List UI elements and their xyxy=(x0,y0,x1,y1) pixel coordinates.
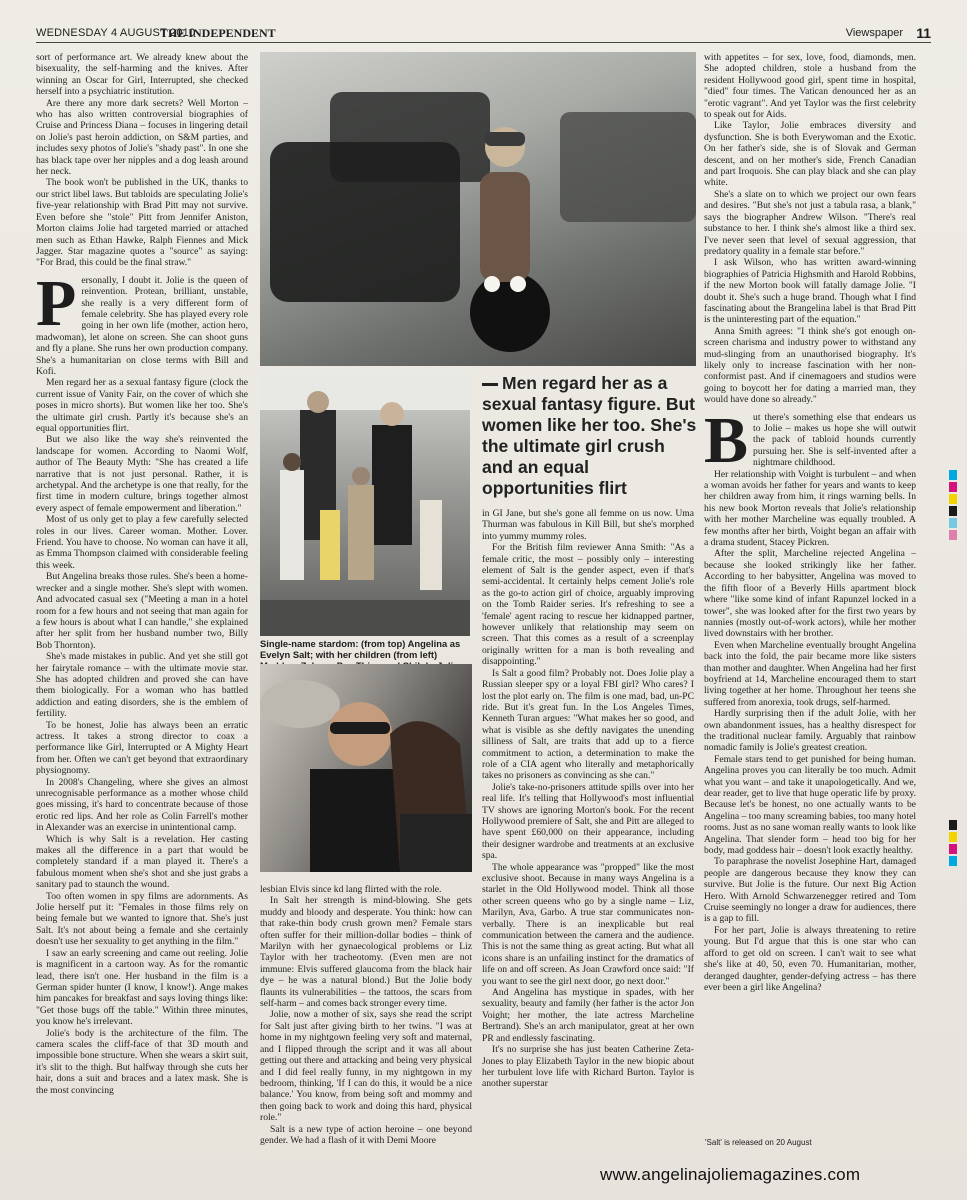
pull-quote xyxy=(482,373,698,499)
paragraph: For the British film reviewer Anna Smith: "As a female critic, the most – possibly only – interesting element of Salt is the gender aspect, even if that's semi-accidental. It certainly helps cement Jolie's role as the go-to action girl of choice, arguably improving on the Tomb Raider series. It's refreshing to see a 'female' agent racing to rescue her kidnapped partner, however unlikely that relationship may seem on screen. That this comes as a result of a screenplay originally written for a man is both revealing and disappointing." xyxy=(482,542,694,668)
magenta-tint-swatch xyxy=(949,530,957,540)
paragraph: Jolie's take-no-prisoners attitude spills over into her real life. It's telling that Hollywood's most influential TV shows are ignoring Morton's book. For the recent Hollywood premiere of Salt, she and Pitt are alleged to have spent £60,000 on their appearance, including their designer wardrobe and treatments at an exclusive spa. xyxy=(482,781,694,862)
paragraph: Female stars tend to get punished for being human. Angelina proves you can literally be too much. Admit what you want – and take it unapologetically. And we, dear reader, get to live that huge operatic life by proxy. Because let's be honest, no one actually wants to be Angelina – too many screaming babies, too many hotel rooms. Just as no sane woman really wants to look like Angelina. That slender form – head too big for her body, mad goddess hair – doesn't look exactly healthy. xyxy=(704,753,916,857)
paragraph: To paraphrase the novelist Josephine Hart, damaged people are dangerous because they know they can survive. But Jolie is the future. Our next Big Action Hero. With Arnold Schwarzenegger retired and Tom Cruise seemingly no longer a draw for audiences, there is a gap to fill. xyxy=(704,856,916,925)
paragraph: Hardly surprising then if the adult Jolie, with her own abandonment issues, has a healthy disrespect for the traditional nuclear family. Arguably that rainbow nomadic family is Jolie's greatest creation. xyxy=(704,708,916,754)
article-column-4 xyxy=(704,52,916,1137)
caption-text: Single-name stardom: (from top) Angelina as Evelyn Salt; with her children (from left) xyxy=(260,638,461,660)
paragraph: She's a slate on to which we project our own fears and desires. "But she's not just a tabula rasa, a blank," says the biographer Andrew Wilson. "There's real substance to her. I think she's almost like a third sex. I've never seen that level of sexual aggression, that predatory quality in a female star before." xyxy=(704,188,916,257)
release-note: 'Salt' is released on 20 August xyxy=(705,1138,812,1147)
paragraph-text: ersonally, I doubt it. Jolie is the queen of reinvention. Protean, brilliant, unstable, she really is a very different form of female celebrity. She has played every role going in her own life (mother, action hero, madwoman), let alone on screen. She can shoot guns and fly a plane. She runs her own production company. She's a humanitarian on close terms with Bill and Kofi. xyxy=(36,274,248,377)
article-column-1 xyxy=(36,52,248,1132)
dropcap: B xyxy=(704,403,749,477)
header-date: WEDNESDAY 4 AUGUST 2010 xyxy=(36,27,196,39)
black-swatch xyxy=(949,506,957,516)
paragraph: Too often women in spy films are adornments. As Jolie herself put it: "Females in those films rely on being female but we wanted to ignore that. She's just Salt. It's not about being a female and she certainly doesn't use her sexuality to get anything in the film." xyxy=(36,890,248,948)
paragraph: Jolie's body is the architecture of the film. The camera scales the cliff-face of that 3D mouth and impossible bone structure. When she wears a skirt suit, it's slit to the thigh. But halfway through she cuts her hair, dons a suit and braces and a latex mask. She is the most convincing xyxy=(36,1027,248,1096)
photo-motorcycle-illustration xyxy=(260,52,696,366)
paragraph: Jolie, now a mother of six, says she read the script for Salt just after giving birth to her twins. "I was at home in my nightgown feeling very soft and maternal, and I flipped through the script and it was all about getting out there and attacking and being very physical and I did feel really funny, in my nightgown in my bedroom, thinking, 'If I can do this, it would be a nice balance.' You know, from being soft and mommy and then going back to work and doing this hard, physical role." xyxy=(260,1009,472,1124)
header-rule xyxy=(36,42,931,43)
paragraph: In 2008's Changeling, where she gives an almost unrecognisable performance as a mother whose child goes missing, it's hard to concentrate because of those erotic red lips. And her role as Colin Farrell's mother in Alexander was an exercise in unintentional camp. xyxy=(36,776,248,834)
paragraph: Anna Smith agrees: "I think she's got enough on-screen charisma and industry power to withstand any mud-slinging from an unauthorised biography. It's likely only to increase fascination with her non-conformist past. And if cinemagoers and studios were going to boycott her for dating a married man, they would have done so already." xyxy=(704,325,916,406)
yellow-swatch xyxy=(949,832,957,842)
paragraph: in GI Jane, but she's gone all femme on us now. Uma Thurman was fabulous in Kill Bill, but she's morphed into yummy mummy roles. xyxy=(482,508,694,542)
paragraph-text: ut there's something else that endears us to Jolie – makes us hope she will outwit the pack of tabloid hounds currently pursuing her. She is self-invented after a nightmare childhood. xyxy=(753,411,916,469)
paragraph: After the split, Marcheline rejected Angelina – because she looked strikingly like her father. According to her babysitter, Angelina was moved to the fifth floor of a Beverly Hills apartment block where "like some kind of infant Rapunzel locked in a tower", she was looked after for the first two years by nannies (mostly out-of-work actors), while her mother lived downstairs with her brother. xyxy=(704,548,916,640)
dropcap-paragraph xyxy=(36,266,248,378)
paragraph: The book won't be published in the UK, thanks to our strict libel laws. But tabloids are speculating Jolie's five-year relationship with Brad Pitt may not survive. Even before she "stole" Pitt from Jennifer Aniston, Morton claims Jolie had targeted married or attached men such as Ethan Hawke, Ralph Fiennes and Mick Jagger. Star magazine quotes a "source" as saying: "For Brad, this could be the final straw." xyxy=(36,177,248,269)
yellow-swatch xyxy=(949,494,957,504)
pull-quote-dash xyxy=(482,383,498,386)
color-registration-bar xyxy=(949,820,957,868)
paragraph: lesbian Elvis since kd lang flirted with the role. xyxy=(260,884,442,895)
paragraph: For her part, Jolie is always threatening to retire young. But I'd argue that this is one star who can afford to get old on screen. I can't wait to see what she's like at 40, 50, even 70. Humanitarian, mother, deranged daughter, gender-defying actress – has there ever been a girl like Angelina? xyxy=(704,924,916,993)
cyan-tint-swatch xyxy=(949,518,957,528)
paragraph: Are there any more dark secrets? Well Morton – who has also written controversial biographies of Cruise and Princess Diana – focuses in lingering detail on Jolie's past heroin addiction, on S&M parties, and includes sexy photos of Jolie's "shady past". In one she has black tape over her nipples and a dog leash around her neck. xyxy=(36,97,248,178)
paragraph: And Angelina has mystique in spades, with her sexuality, beauty and family (her father is the actor Jon Voight; her mother, the late actress Marcheline Bertrand). She's an arch manipulator, great at her own PR and endlessly fascinating. xyxy=(482,987,694,1044)
paragraph: But we also like the way she's reinvented the landscape for women. According to Naomi Wolf, author of The Beauty Myth: "She has created a life narrative that is not just personal. Rather, it is archetypal. And the archetype is one that really, for the first time in modern culture, brings together almost every aspect of female empowerment and liberation." xyxy=(36,434,248,514)
paragraph: sort of performance art. We already knew about the bisexuality, the self-harming and the knives. After winning an Oscar for Girl, Interrupted, she checked herself into a psychiatric institution. xyxy=(36,52,248,98)
paragraph: Most of us only get to play a few carefully selected roles in our lives. Career woman. Mother. Lover. Friend. You have to choose. No woman can have it all, as Emma Thompson claimed with considerable feeling this week. xyxy=(36,514,248,571)
article-column-3 xyxy=(482,508,694,1130)
header-page-number: 11 xyxy=(916,25,931,41)
magenta-swatch xyxy=(949,482,957,492)
paragraph: I saw an early screening and came out reeling. Jolie is magnificent in a cartoon way. As for the romantic lead, there isn't one. Her husband in the film is a German spider hunter (I know, I know!). Ange makes him pancakes for breakfast and says loving things like: "Get those bugs off the table." Within three minutes, you know he's irrelevant. xyxy=(36,947,248,1028)
article-column-2 xyxy=(260,884,472,1146)
magenta-swatch xyxy=(949,844,957,854)
paragraph: I ask Wilson, who has written award-winning biographies of Patricia Highsmith and Harold Robbins, if the new Morton book will fatally damage Jolie. "I doubt it. She's such a huge brand. Though what I find fascinating about the Brangelina label is that Brad Pitt is the uninteresting part of the equation." xyxy=(704,257,916,326)
watermark-url: www.angelinajoliemagazines.com xyxy=(600,1165,861,1184)
paragraph: Which is why Salt is a revelation. Her casting makes all the difference in a part that would be completely standard if a man played it. There's a fabulous moment when she's shot and she just grabs a sanitary pad to staunch the wound. xyxy=(36,833,248,891)
paragraph: Is Salt a good film? Probably not. Does Jolie play a Russian sleeper spy or a loyal FBI girl? Who cares? I lost the plot early on. The film is one mad, bad, un-PC ride. But it's great fun. In the Los Angeles Times, Kenneth Turan argues: "What makes her so good, and what is visible as she deftly navigates the unending silliness of Salt, are traits that add up to a fierce commitment to action, a determination to make the role of a CIA agent who literally and metaphorically takes no prisoners as convincing as she can." xyxy=(482,667,694,782)
cyan-swatch xyxy=(949,856,957,866)
color-registration-bar xyxy=(949,470,957,542)
paragraph: She's made mistakes in public. And yet she still got her fairytale romance – with the ultimate movie star. She has adopted children and proved she can have them biologically. For a woman who has battled addiction and eating disorders, she is the emblem of fertility. xyxy=(36,651,248,720)
cyan-swatch xyxy=(949,470,957,480)
paragraph: The whole appearance was "propped" like the most exclusive shoot. Because in many ways Angelina is a starlet in the Old Hollywood model. Think all those other screen queens who go by a single name – Liz, Marilyn, Ava, Garbo. A true star communicates non-verbally. There is an inexplicable but real communication between the camera and the audience. This is not the same thing as great acting. But what all icons share is an unfailing instinct for the dramatics of life on and off screen. As Joan Crawford once said: "If you want to see the girl next door, go next door." xyxy=(482,861,694,987)
paragraph: Salt is a new type of action heroine – one beyond gender. We had a flash of it with Demi Moore xyxy=(260,1123,472,1146)
paragraph: Like Taylor, Jolie embraces diversity and dysfunction. She is both Everywoman and the Exotic. On her father's side, she is of Slovak and German descent, and on her mother's side, French Canadian and part Iroquois. She can play black and she can play white. xyxy=(704,120,916,189)
header-section: Viewspaper xyxy=(845,27,903,39)
black-swatch xyxy=(949,820,957,830)
paragraph: Men regard her as a sexual fantasy figure (clock the current issue of Vanity Fair, on the cover of which she poses in micro shorts). But women like her too. She's the ultimate girl crush. Partly it's because she's an equal opportunities flirt. xyxy=(36,377,248,434)
dropcap-paragraph xyxy=(704,403,916,477)
photo-family xyxy=(260,370,470,636)
photo-motorcycle xyxy=(260,52,696,366)
photo-couple-illustration xyxy=(260,664,472,872)
paragraph: In Salt her strength is mind-blowing. She gets muddy and bloody and desperate. You think: how can that rake-thin body crush grown men? Female stars often suffer for their million-dollar bodies – think of Marilyn with her gynaecological problems or Liz Taylor with her tracheotomy. (Even men are not immune: Elvis suffered glaucoma from the black hair dye – he was a natural blond.) But the Jolie body flaunts its vulnerabilities – the tattoos, the scars from self-harm – and comes back stronger every time. xyxy=(260,895,472,1010)
header-paper-name: THE INDEPENDENT xyxy=(160,26,276,40)
dropcap: P xyxy=(36,266,77,340)
paragraph: It's no surprise she has just beaten Catherine Zeta-Jones to play Elizabeth Taylor in the new biopic about her turbulent love life with Richard Burton. Taylor is another superstar xyxy=(482,1044,694,1090)
photo-couple xyxy=(260,664,472,872)
paragraph: Her relationship with Voight is turbulent – and when a woman avoids her father for years and wants to keep her children away from him, it rings warning bells. In his new book Morton reveals that Jolie's relationship with her mother Marcheline was equally troubled. A few months after her birth, Voight began an affair with a drama student, Stacey Pickren. xyxy=(704,468,916,549)
paragraph: with appetites – for sex, love, food, diamonds, men. She adopted children, stole a husband from the resident Hollywood good girl, spent time in hospital, "died" four times. The Vatican denounced her as an "erotic vagrant". And yet Taylor was the first celebrity to speak out for Aids. xyxy=(704,52,916,121)
photo-family-illustration xyxy=(260,370,470,636)
paragraph: To be honest, Jolie has always been an erratic actress. It takes a strong director to coax a performance like Girl, Interrupted or A Mighty Heart from her. Often we can't get beyond that extraordinary physiognomy. xyxy=(36,719,248,777)
page-header xyxy=(36,27,931,41)
paragraph: Even when Marcheline eventually brought Angelina back into the fold, the pair became more like sisters than mother and daughter. When Angelina had her first boyfriend at 14, Marcheline encouraged them to start living together at her home. Throughout her teens she suffered from anorexia, took drugs, self-harmed. xyxy=(704,639,916,708)
pull-quote-text: Men regard her as a sexual fantasy figure. But women like her too. She's the ultimate girl crush and an equal opportunities flirt xyxy=(482,373,697,498)
paragraph: But Angelina breaks those rules. She's been a home-wrecker and a single mother. She's slept with women. And advocated casual sex ("Meeting a man in a hotel room for a few hours and not seeing that man again for a few hours is about what I can handle," she explained after her split from her husband number two, Billy Bob Thornton). xyxy=(36,571,248,651)
